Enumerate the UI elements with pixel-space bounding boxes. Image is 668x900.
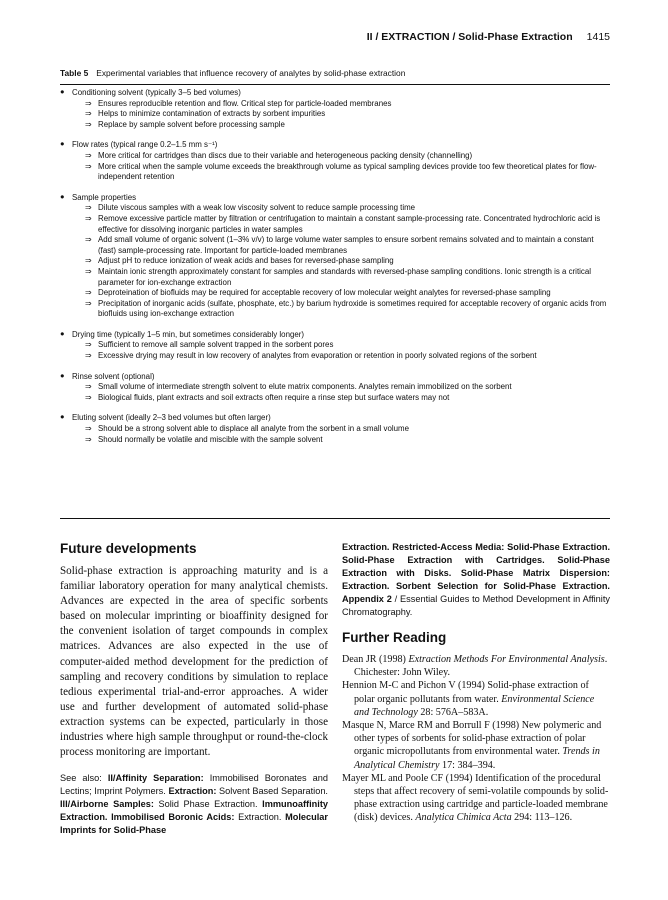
reference-text: Masque N, Marce RM and Borrull F (1998) New polymeric and other types of sorbents for solid-phase extraction of polar organic micropollutants from environmental water. bbox=[342, 720, 602, 758]
table-item bbox=[60, 151, 610, 162]
table-group-heading: ● Rinse solvent (optional) bbox=[60, 372, 610, 383]
further-reading-heading: Further Reading bbox=[342, 630, 447, 645]
arrow-icon: ⇒ bbox=[85, 424, 92, 434]
arrow-icon: ⇒ bbox=[85, 119, 92, 129]
table-item-text: Excessive drying may result in low recovery of analytes from evaporation or retention in poorly solvated regions of the sorbent bbox=[98, 351, 537, 361]
table-item-text: Maintain ionic strength approximately constant for samples and standards with reversed-phase sampling conditions. Ionic strength is a critical parameter for ion-exchange extraction bbox=[98, 266, 591, 287]
arrow-icon: ⇒ bbox=[85, 203, 92, 213]
see-also-link-3[interactable]: III/Airborne Samples: bbox=[60, 799, 154, 810]
arrow-icon: ⇒ bbox=[85, 392, 92, 402]
table-top-rule bbox=[60, 84, 610, 85]
table-item-text: Biological fluids, plant extracts and soil extracts often require a rinse step but surface waters may not bbox=[98, 392, 450, 402]
table-item-text: More critical when the sample volume exceeds the breakthrough volume as typical sampling devices provide too few theoretical plates for flow-independent retention bbox=[98, 161, 597, 182]
arrow-icon: ⇒ bbox=[85, 351, 92, 361]
see-also-block bbox=[60, 772, 328, 837]
right-column bbox=[342, 541, 610, 825]
future-developments-paragraph: Solid-phase extraction is approaching maturity and is a familiar laboratory operation for many analytical chemists. Advances are expected in the area of specific sorbents based on molecular imprinting or bioaffinity designed for the convenient isolation of target compounds in complex matrices. Advances are also expected in the use of computer-aided method development for the prediction of sampling and recovery conditions by simulation to replace tedious experimental trial-and-error approaches. A wider use and further development of automated solid-phase extraction systems can be expected, particularly in those industries where high sample throughput or round-the-clock process monitoring are important. bbox=[60, 565, 328, 759]
arrow-icon: ⇒ bbox=[85, 434, 92, 444]
page-number: 1415 bbox=[586, 31, 610, 43]
arrow-icon: ⇒ bbox=[85, 266, 92, 276]
table-group bbox=[60, 140, 610, 182]
table-item-text: More critical for cartridges than discs due to their variable and heterogeneous packing density (channelling) bbox=[98, 150, 473, 160]
table-item bbox=[60, 162, 610, 183]
table-item bbox=[60, 288, 610, 299]
arrow-icon: ⇒ bbox=[85, 161, 92, 171]
table-item bbox=[60, 340, 610, 351]
table-item-text: Deproteination of biofluids may be required for acceptable recovery of low molecular weight analytes for reversed-phase sampling bbox=[98, 288, 551, 298]
reference-details: 294: 113–126. bbox=[511, 812, 573, 824]
table-item-text: Should normally be volatile and miscible with the sample solvent bbox=[98, 434, 323, 444]
table-item bbox=[60, 203, 610, 214]
see-also-lead: See also: bbox=[60, 773, 102, 784]
table-item-text: Remove excessive particle matter by filtration or centrifugation to maintain a constant sample-processing rate. Concentrated hydrochloric acid is effective for dissolving inorganic particles in water samples bbox=[98, 213, 601, 234]
see-also-text-1: Immobilised Boronates and Lectins; Imprint Polymers. bbox=[60, 773, 328, 797]
arrow-icon: ⇒ bbox=[85, 288, 92, 298]
table-item-text: Replace by sample solvent before processing sample bbox=[98, 119, 285, 129]
table-item bbox=[60, 267, 610, 288]
table-item-text: Helps to minimize contamination of extracts by sorbent impurities bbox=[98, 109, 326, 119]
arrow-icon: ⇒ bbox=[85, 150, 92, 160]
table-group-heading: ● Drying time (typically 1–5 min, but sometimes considerably longer) bbox=[60, 330, 610, 341]
see-also-text-5: / Essential Guides to Method Development in Affinity Chromatography. bbox=[342, 594, 610, 617]
reference-list bbox=[342, 653, 610, 825]
reference-source: Trends in Analytical Chemistry bbox=[354, 746, 600, 771]
table-group bbox=[60, 413, 610, 445]
arrow-icon: ⇒ bbox=[85, 98, 92, 108]
reference-item bbox=[342, 719, 610, 772]
see-also-link-2[interactable]: Extraction: bbox=[168, 786, 217, 797]
table-label: Table 5 bbox=[60, 68, 89, 78]
see-also-link-5-start[interactable]: Molecular Imprints for Solid-Phase bbox=[60, 812, 328, 836]
arrow-icon: ⇒ bbox=[85, 109, 92, 119]
running-head-section: II / EXTRACTION / Solid-Phase Extraction bbox=[366, 31, 573, 43]
table-item bbox=[60, 299, 610, 320]
table-group-heading: ● Sample properties bbox=[60, 193, 610, 204]
table-item bbox=[60, 382, 610, 393]
table-caption-text: Experimental variables that influence recovery of analytes by solid-phase extraction bbox=[96, 68, 406, 78]
left-column bbox=[60, 541, 328, 837]
reference-item bbox=[342, 772, 610, 825]
table-body bbox=[60, 88, 610, 455]
see-also-text-3: Solid Phase Extraction. bbox=[153, 799, 263, 810]
table-item bbox=[60, 256, 610, 267]
table-item-text: Should be a strong solvent able to displace all analyte from the sorbent in a small volume bbox=[98, 424, 409, 434]
see-also-continued bbox=[342, 541, 610, 619]
table-item-text: Ensures reproducible retention and flow. Critical step for particle-loaded membranes bbox=[98, 98, 392, 108]
arrow-icon: ⇒ bbox=[85, 382, 92, 392]
reference-item bbox=[342, 679, 610, 719]
table-item-text: Sufficient to remove all sample solvent trapped in the sorbent pores bbox=[98, 340, 334, 350]
table-bottom-rule bbox=[60, 518, 610, 519]
reference-source: Extraction Methods For Environmental Analysis bbox=[408, 654, 605, 665]
table-item bbox=[60, 393, 610, 404]
table-item bbox=[60, 351, 610, 362]
table-item-text: Add small volume of organic solvent (1–3% v/v) to large volume water samples to ensure sorbent remains solvated and to maintain a constant (fast) sample-processing rate. Important for particle-loaded membranes bbox=[98, 235, 594, 255]
table-item-text: Precipitation of inorganic acids (sulfate, phosphate, etc.) by barium hydroxide is sometimes required for acceptable recovery of organic acids from biofluids using ion-exchange extraction bbox=[98, 298, 607, 319]
table-group bbox=[60, 88, 610, 130]
table-item bbox=[60, 424, 610, 435]
arrow-icon: ⇒ bbox=[85, 213, 92, 223]
table-item-text: Dilute viscous samples with a weak low viscosity solvent to reduce sample processing time bbox=[98, 203, 416, 213]
reference-details: 28: 576A–583A. bbox=[417, 706, 489, 718]
see-also-link-5-continued[interactable]: Extraction. Restricted-Access Media: Solid-Phase Extraction. Solid-Phase Extraction with Cartridges. Solid-Phase Extraction with Disks. Solid-Phase Matrix Dispersion: Extraction. Sorbent Selection for Solid-Phase Extraction. Appendix 2 bbox=[342, 542, 610, 604]
table-item-text: Small volume of intermediate strength solvent to elute matrix components. Analytes remain immobilized on the sorbent bbox=[98, 382, 512, 392]
table-group bbox=[60, 193, 610, 320]
reference-text: Hennion M-C and Pichon V (1994) Solid-phase extraction of polar organic pollutants from water. bbox=[342, 680, 589, 705]
arrow-icon: ⇒ bbox=[85, 235, 92, 245]
reference-source: Analytica Chimica Acta bbox=[415, 812, 512, 824]
see-also-link-1[interactable]: II/Affinity Separation: bbox=[107, 773, 204, 784]
see-also-link-4[interactable]: Immunoaffinity Extraction. Immobilised Boronic Acids: bbox=[60, 799, 328, 823]
table-item bbox=[60, 120, 610, 131]
table-item bbox=[60, 214, 610, 235]
arrow-icon: ⇒ bbox=[85, 298, 92, 308]
table-group-heading: ● Flow rates (typical range 0.2–1.5 mm s⁻¹) bbox=[60, 140, 610, 151]
arrow-icon: ⇒ bbox=[85, 340, 92, 350]
table-caption bbox=[60, 68, 610, 78]
table-item bbox=[60, 235, 610, 256]
table-item bbox=[60, 435, 610, 446]
table-group-heading: ● Conditioning solvent (typically 3–5 bed volumes) bbox=[60, 88, 610, 99]
table-item bbox=[60, 109, 610, 120]
see-also-text-4: Extraction. bbox=[234, 812, 286, 823]
reference-details: . Chichester: John Wiley. bbox=[354, 654, 608, 679]
table-group-heading: ● Eluting solvent (ideally 2–3 bed volumes but often larger) bbox=[60, 413, 610, 424]
table-group bbox=[60, 372, 610, 404]
table-item-text: Adjust pH to reduce ionization of weak acids and bases for reversed-phase sampling bbox=[98, 256, 394, 266]
reference-text: Dean JR (1998) bbox=[342, 654, 409, 665]
reference-details: 17: 384–394. bbox=[439, 759, 496, 771]
reference-item bbox=[342, 653, 610, 679]
table-group bbox=[60, 330, 610, 362]
reference-source: Environmental Science and Technology bbox=[354, 693, 595, 718]
reference-text: Mayer ML and Poole CF (1994) Identification of the procedural steps that affect recovery of semi-volatile compounds by solid-phase extraction using cartridge and particle-loaded membrane (disk) devices. bbox=[342, 772, 609, 824]
running-head bbox=[60, 31, 610, 43]
future-developments-heading: Future developments bbox=[60, 541, 197, 556]
table-item bbox=[60, 99, 610, 110]
see-also-text-2: Solvent Based Separation. bbox=[216, 786, 328, 797]
arrow-icon: ⇒ bbox=[85, 256, 92, 266]
